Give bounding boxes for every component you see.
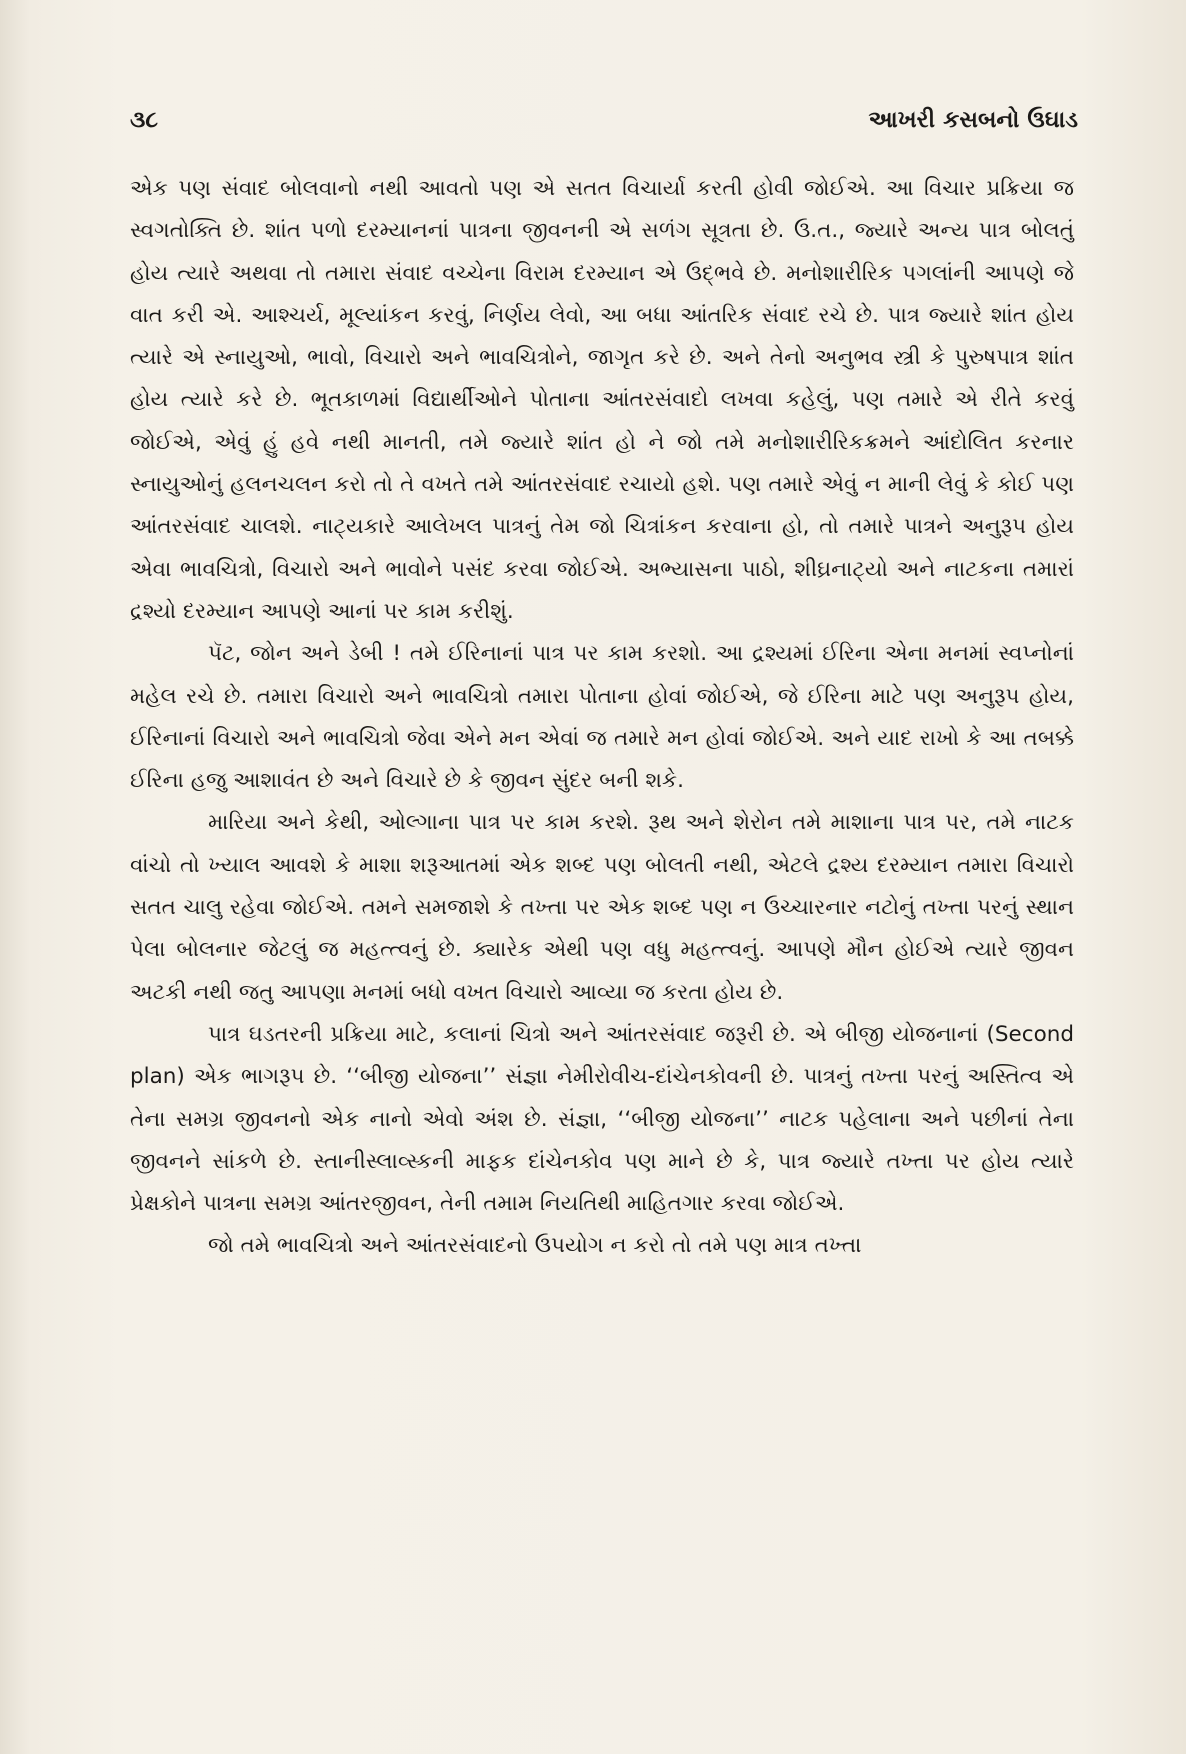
paragraph-3: મારિયા અને કેથી, ઓલ્ગાના પાત્ર પર કામ કરશે. રૂથ અને શેરોન તમે માશાના પાત્ર પર, તમે નાટક વાંચો તો ખ્યાલ આવશે કે માશા શરૂઆતમાં એક શબ્દ પણ બોલતી નથી, એટલે દ્રશ્ય દરમ્યાન તમારા વિચારો સતત ચાલુ રહેવા જોઈએ. તમને સમજાશે કે તખ્તા પર એક શબ્દ પણ ન ઉચ્ચારનાર નટોનું તખ્તા પરનું સ્થાન પેલા બોલનાર જેટલું જ મહત્ત્વનું છે. ક્યારેક એથી પણ વધુ મહત્ત્વનું. આપણે મૌન હોઈએ ત્યારે જીવન અટકી નથી જતુ આપણા મનમાં બધો વખત વિચારો આવ્યા જ કરતા હોય છે.: [130, 810, 1074, 1005]
paragraph-1: એક પણ સંવાદ બોલવાનો નથી આવતો પણ એ સતત વિચાર્યા કરતી હોવી જોઈએ. આ વિચાર પ્રક્રિયા જ સ્વગતોક્તિ છે. શાંત પળો દરમ્યાનનાં પાત્રના જીવનની એ સળંગ સૂત્રતા છે. ઉ.ત., જ્યારે અન્ય પાત્ર બોલતું હોય ત્યારે અથવા તો તમારા સંવાદ વચ્ચેના વિરામ દરમ્યાન એ ઉદ્ભવે છે. મનોશારીરિક પગલાંની આપણે જે વાત કરી એ. આશ્ચર્ય, મૂલ્યાંકન કરવું, નિર્ણય લેવો, આ બધા આંતરિક સંવાદ રચે છે. પાત્ર જ્યારે શાંત હોય ત્યારે એ સ્નાયુઓ, ભાવો, વિચારો અને ભાવચિત્રોને, જાગૃત કરે છે. અને તેનો અનુભવ સ્ત્રી કે પુરુષપાત્ર શાંત હોય ત્યારે કરે છે. ભૂતકાળમાં વિદ્યાર્થીઓને પોતાના આંતરસંવાદો લખવા કહેલું, પણ તમારે એ રીતે કરવું જોઈએ, એવું હું હવે નથી માનતી, તમે જ્યારે શાંત હો ને જો તમે મનોશારીરિકક્રમને આંદોલિત કરનાર સ્નાયુઓનું હલનચલન કરો તો તે વખતે તમે આંતરસંવાદ રચાયો હશે. પણ તમારે એવું ન માની લેવું કે કોઈ પણ આંતરસંવાદ ચાલશે. નાટ્યકારે આલેખલ પાત્રનું તેમ જો ચિત્રાંકન કરવાના હો, તો તમારે પાત્રને અનુરૂપ હોય એવા ભાવચિત્રો, વિચારો અને ભાવોને પસંદ કરવા જોઈએ. અભ્યાસના પાઠો, શીઘ્રનાટ્યો અને નાટકના તમારાં દ્રશ્યો દરમ્યાન આપણે આનાં પર કામ કરીશું.: [130, 176, 1074, 624]
paragraph-4: પાત્ર ઘડતરની પ્રક્રિયા માટે, કલાનાં ચિત્રો અને આંતરસંવાદ જરૂરી છે. એ બીજી યોજનાનાં (Second plan) એક ભાગરૂપ છે. ‘‘બીજી યોજના’’ સંજ્ઞા નેમીરોવીચ-દાંચેનકોવની છે. પાત્રનું તખ્તા પરનું અસ્તિત્વ એ તેના સમગ્ર જીવનનો એક નાનો એવો અંશ છે. સંજ્ઞા, ‘‘બીજી યોજના’’ નાટક પહેલાના અને પછીનાં તેના જીવનને સાંકળે છે. સ્તાનીસ્લાવ્સ્કની માફક દાંચેનકોવ પણ માને છે કે, પાત્ર જ્યારે તખ્તા પર હોય ત્યારે પ્રેક્ષકોને પાત્રના સમગ્ર આંતરજીવન, તેની તમામ નિયતિથી માહિતગાર કરવા જોઈએ.: [130, 1021, 1074, 1217]
paragraph-5: જો તમે ભાવચિત્રો અને આંતરસંવાદનો ઉપયોગ ન કરો તો તમે પણ માત્ર તખ્તા: [208, 1233, 862, 1259]
running-title: આખરી કસબનો ઉઘાડ: [868, 107, 1078, 133]
page-header: [130, 100, 1078, 140]
page-body: [130, 168, 1074, 1268]
page-number: ૩૮: [130, 107, 158, 133]
paragraph-2: પૅટ, જોન અને ડેબી ! તમે ઈરિનાનાં પાત્ર પર કામ કરશો. આ દ્રશ્યમાં ઈરિના એના મનમાં સ્વપ્નોનાં મહેલ રચે છે. તમારા વિચારો અને ભાવચિત્રો તમારા પોતાના હોવાં જોઈએ, જે ઈરિના માટે પણ અનુરૂપ હોય, ઈરિનાનાં વિચારો અને ભાવચિત્રો જેવા એને મન એવાં જ તમારે મન હોવાં જોઈએ. અને યાદ રાખો કે આ તબક્કે ઈરિના હજુ આશાવંત છે અને વિચારે છે કે જીવન સુંદર બની શકે.: [130, 641, 1074, 794]
